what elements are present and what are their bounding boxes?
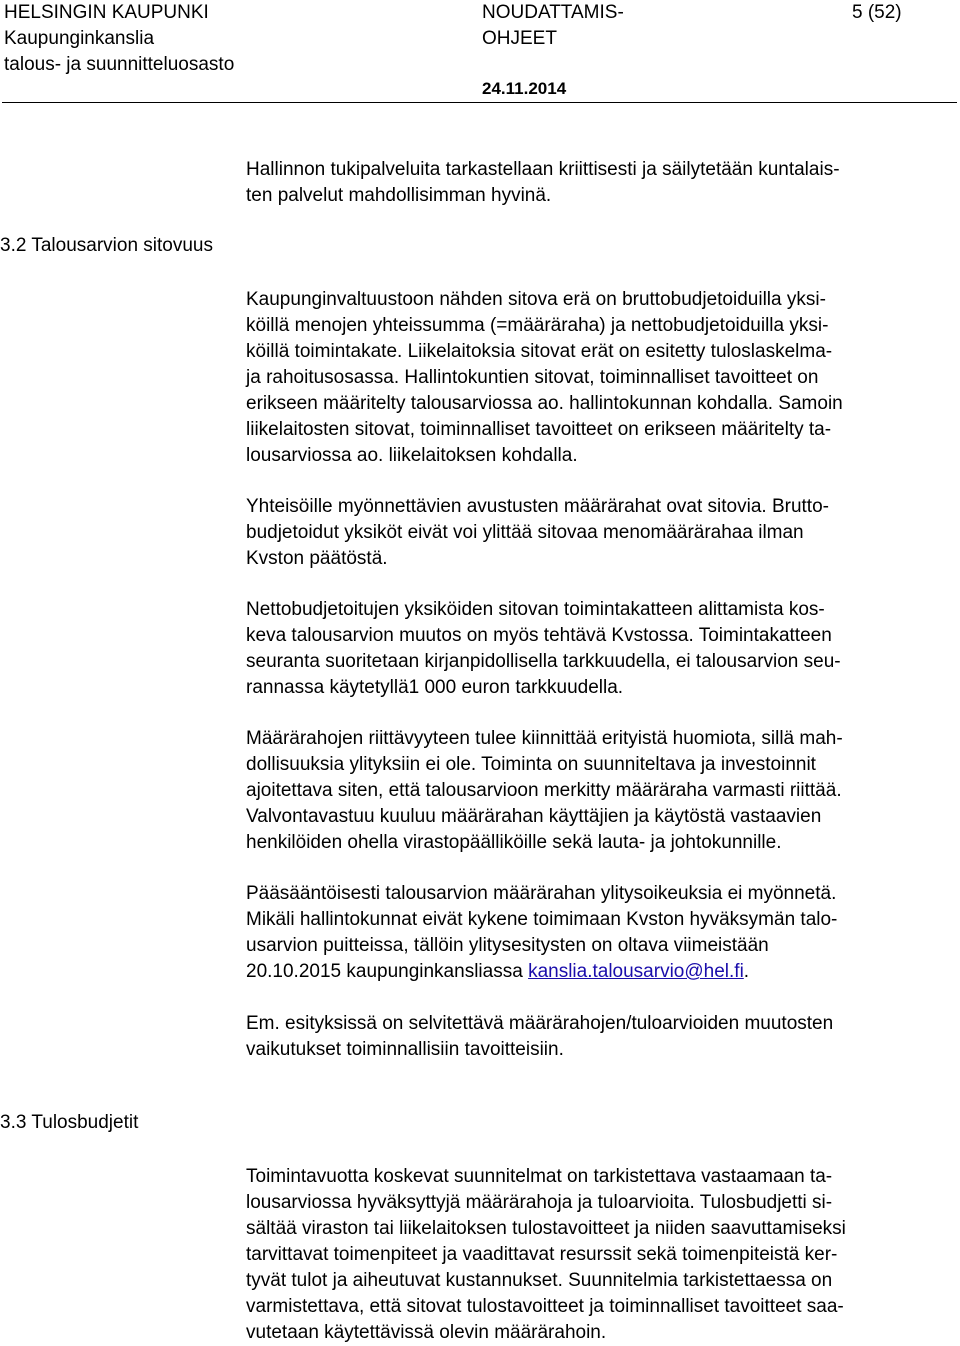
section-heading-3-3: 3.3 Tulosbudjetit (0, 1112, 139, 1133)
org-name: HELSINGIN KAUPUNKI (4, 2, 209, 23)
text-line: tarvittavat toimenpiteet ja vaadittavat resurssit sekä toimenpiteistä ker- (246, 1244, 838, 1265)
text-line: keva talousarvion muutos on myös tehtävä Kvstossa. Toimintakatteen (246, 625, 832, 646)
text-line: Nettobudjetoitujen yksiköiden sitovan toimintakatteen alittamista kos- (246, 599, 825, 620)
text-line: henkilöiden ohella virastopäälliköille sekä lauta- ja johtokunnille. (246, 832, 782, 853)
paragraph-binding-items (246, 287, 956, 469)
text-line: Kvston päätöstä. (246, 548, 388, 569)
text-line: lousarviossa hyväksyttyjä määrärahoja ja tuloarvioita. Tulosbudjetti si- (246, 1192, 833, 1213)
text-line: Valvontavastuu kuuluu määrärahan käyttäjien ja käytöstä vastaavien (246, 806, 822, 827)
document-type (482, 0, 624, 52)
text-line: liikelaitosten sitovat, toiminnalliset tavoitteet on erikseen määritelty ta- (246, 419, 832, 440)
doctype-line: NOUDATTAMIS- (482, 2, 624, 23)
org-department: Kaupunginkanslia (4, 28, 155, 49)
text-line: rannassa käytetyllä1 000 euron tarkkuudella. (246, 677, 624, 698)
paragraph-proposals (246, 1011, 956, 1063)
text-line: Hallinnon tukipalveluita tarkastellaan kriittisesti ja säilytetään kuntalais- (246, 159, 840, 180)
text-line: sältää viraston tai liikelaitoksen tulostavoitteet ja niiden saavuttamiseksi (246, 1218, 846, 1239)
text-line: ajoitettava siten, että talousarvioon merkitty määräraha varmasti riittää. (246, 780, 842, 801)
page-number: 5 (52) (852, 2, 902, 23)
text-line: Mikäli hallintokunnat eivät kykene toimimaan Kvston hyväksymän talo- (246, 909, 838, 930)
email-link[interactable]: kanslia.talousarvio@hel.fi (528, 961, 744, 982)
text-line: Pääsääntöisesti talousarvion määrärahan ylitysoikeuksia ei myönnetä. (246, 883, 837, 904)
text-line: tyvät tulot ja aiheutuvat kustannukset. Suunnitelmia tarkistettaessa on (246, 1270, 833, 1291)
text-line: köillä menojen yhteissumma (=määräraha) ja nettobudjetoiduilla yksi- (246, 315, 829, 336)
text-line: Kaupunginvaltuustoon nähden sitova erä on bruttobudjetoiduilla yksi- (246, 289, 826, 310)
text-line: köillä toimintakate. Liikelaitoksia sitovat erät on esitetty tuloslaskelma- (246, 341, 833, 362)
org-unit: talous- ja suunnitteluosasto (4, 54, 235, 75)
organization-block (4, 0, 234, 78)
text-line: lousarviossa ao. liikelaitoksen kohdalla. (246, 445, 578, 466)
text-line: erikseen määritelty talousarviossa ao. hallintokunnan kohdalla. Samoin (246, 393, 843, 414)
text-fragment: 20.10.2015 kaupunginkansliassa (246, 961, 529, 982)
text-line: ja rahoitusosassa. Hallintokuntien sitovat, toiminnalliset tavoitteet on (246, 367, 819, 388)
text-fragment: . (743, 961, 750, 982)
paragraph-net-budgeted (246, 597, 956, 701)
paragraph-appropriation-adequacy (246, 726, 956, 856)
doctype-line: OHJEET (482, 28, 557, 49)
text-line: vutetaan käytettävissä olevin määrärahoin. (246, 1322, 607, 1343)
text-line: Yhteisöille myönnettävien avustusten määrärahat ovat sitovia. Brutto- (246, 496, 829, 517)
text-line: budjetoidut yksiköt eivät voi ylittää sitovaa menomäärärahaa ilman (246, 522, 804, 543)
text-line: vaikutukset toiminnallisiin tavoitteisiin. (246, 1039, 564, 1060)
text-line: dollisuuksia ylityksiin ei ole. Toiminta on suunniteltava ja investoinnit (246, 754, 816, 775)
text-line: Em. esityksissä on selvitettävä määrärahojen/tuloarvioiden muutosten (246, 1013, 834, 1034)
text-line: seuranta suoritetaan kirjanpidollisella tarkkuudella, ei talousarvion seu- (246, 651, 841, 672)
paragraph-grants (246, 494, 956, 572)
document-date: 24.11.2014 (482, 79, 567, 98)
section-heading-3-2: 3.2 Talousarvion sitovuus (0, 235, 213, 256)
text-line: varmistettava, että sitovat tulostavoitteet ja toiminnalliset tavoitteet saa- (246, 1296, 844, 1317)
header-divider (2, 102, 957, 103)
text-line: ten palvelut mahdollisimman hyvinä. (246, 185, 552, 206)
paragraph-result-budgets (246, 1164, 956, 1346)
text-line: usarvion puitteissa, tällöin ylitysesitysten on oltava viimeistään (246, 935, 769, 956)
text-line: Määrärahojen riittävyyteen tulee kiinnittää erityistä huomiota, sillä mah- (246, 728, 843, 749)
text-line: Toimintavuotta koskevat suunnitelmat on tarkistettava vastaamaan ta- (246, 1166, 833, 1187)
paragraph-support-services (246, 157, 956, 209)
paragraph-overrun-rights (246, 881, 956, 985)
text-line (246, 959, 956, 985)
